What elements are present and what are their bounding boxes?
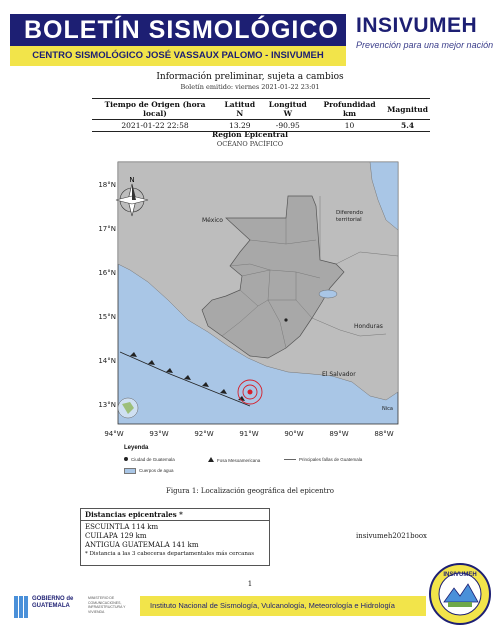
trench-icon <box>208 457 214 462</box>
lat-tick: 16°N <box>98 269 116 277</box>
depth-value: 10 <box>314 120 385 132</box>
emission-time: Boletín emitido: viernes 2021-01-22 23:01 <box>180 83 320 91</box>
guatemala-city-marker <box>284 318 287 321</box>
table-header-row <box>92 99 430 120</box>
legend-item-city: Ciudad de Guatemala <box>124 457 175 462</box>
bulletin-subtitle: CENTRO SISMOLÓGICO JOSÉ VASSAUX PALOMO - INSIVUMEH <box>10 46 346 66</box>
epicenter-map <box>90 160 402 440</box>
guatemala-flag-icon <box>14 596 28 618</box>
lake-izabal <box>319 290 337 298</box>
lon-tick: 88°W <box>374 430 394 438</box>
brand-name: INSIVUMEH <box>356 14 478 37</box>
north-label: N <box>129 176 135 184</box>
region-label: Región Epicentral <box>212 130 288 139</box>
col-magnitude: Magnitud <box>385 99 430 120</box>
city-icon <box>124 457 128 461</box>
legend-title: Leyenda <box>124 445 149 451</box>
legend-item-water: Cuerpos de agua <box>124 468 174 474</box>
region-value: OCÉANO PACÍFICO <box>216 140 284 148</box>
latitude-value: 13.29 <box>218 120 262 132</box>
lon-tick: 93°W <box>149 430 169 438</box>
distances-box <box>80 508 270 566</box>
legend-item-trench: Fosa Mesoamericana <box>208 457 260 463</box>
label-el-salvador: El Salvador <box>322 371 356 378</box>
lat-tick: 17°N <box>98 225 116 233</box>
lon-tick: 94°W <box>104 430 124 438</box>
government-logo <box>14 592 134 622</box>
lat-tick: 18°N <box>98 181 116 189</box>
legend-item-faults: Principales fallas de Guatemala <box>284 457 362 462</box>
globe-inset-icon <box>118 398 138 418</box>
water-swatch-icon <box>124 468 136 474</box>
lat-tick: 13°N <box>98 401 116 409</box>
institute-name: Instituto Nacional de Sismología, Vulcanología, Meteorología e Hidrología <box>140 596 426 616</box>
boox-id: insivumeh2021boox <box>356 532 428 540</box>
lon-tick: 91°W <box>239 430 259 438</box>
col-longitude: Longitud W <box>262 99 314 120</box>
list-item: CUILAPA 129 km <box>85 532 147 540</box>
longitude-value: -90.95 <box>262 120 314 132</box>
ministry-name: MINISTERIO DE COMUNICACIONES, INFRAESTRUCTURA Y VIVIENDA <box>88 596 126 614</box>
list-item: ESCUINTLA 114 km <box>85 523 159 531</box>
figure-caption: Figura 1: Localización geográfica del epicentro <box>166 487 334 495</box>
origin-time-value: 2021-01-22 22:58 <box>92 120 218 132</box>
page-number: 1 <box>247 580 253 588</box>
insivumeh-seal-icon <box>428 562 492 626</box>
col-depth: Profundidad km <box>314 99 385 120</box>
label-nicaragua: Nica <box>382 406 393 412</box>
list-item: ANTIGUA GUATEMALA 141 km <box>85 541 199 549</box>
brand-tagline: Prevención para una mejor nación <box>356 40 494 50</box>
svg-text:INSIVUMEH: INSIVUMEH <box>443 572 477 578</box>
lon-tick: 90°W <box>284 430 304 438</box>
col-latitude: Latitud N <box>218 99 262 120</box>
distances-note: * Distancia a las 3 cabeceras departamentales más cercanas <box>85 551 255 557</box>
fault-line-icon <box>284 459 296 460</box>
earthquake-table <box>92 98 430 132</box>
lat-tick: 14°N <box>98 357 116 365</box>
col-origin-time: Tiempo de Origen (hora local) <box>92 99 218 120</box>
map-legend <box>112 443 402 481</box>
label-belize: Diferendo territorial <box>336 210 363 223</box>
label-mexico: México <box>202 217 223 224</box>
magnitude-value: 5.4 <box>385 120 430 132</box>
gov-name: GOBIERNO de GUATEMALA <box>32 596 74 609</box>
lon-tick: 89°W <box>329 430 349 438</box>
lon-tick: 92°W <box>194 430 214 438</box>
preliminary-notice: Información preliminar, sujeta a cambios <box>156 72 344 82</box>
lat-tick: 15°N <box>98 313 116 321</box>
distances-title: Distancias epicentrales * <box>81 509 269 521</box>
label-honduras: Honduras <box>354 323 383 330</box>
bulletin-title: BOLETÍN SISMOLÓGICO <box>10 14 346 46</box>
